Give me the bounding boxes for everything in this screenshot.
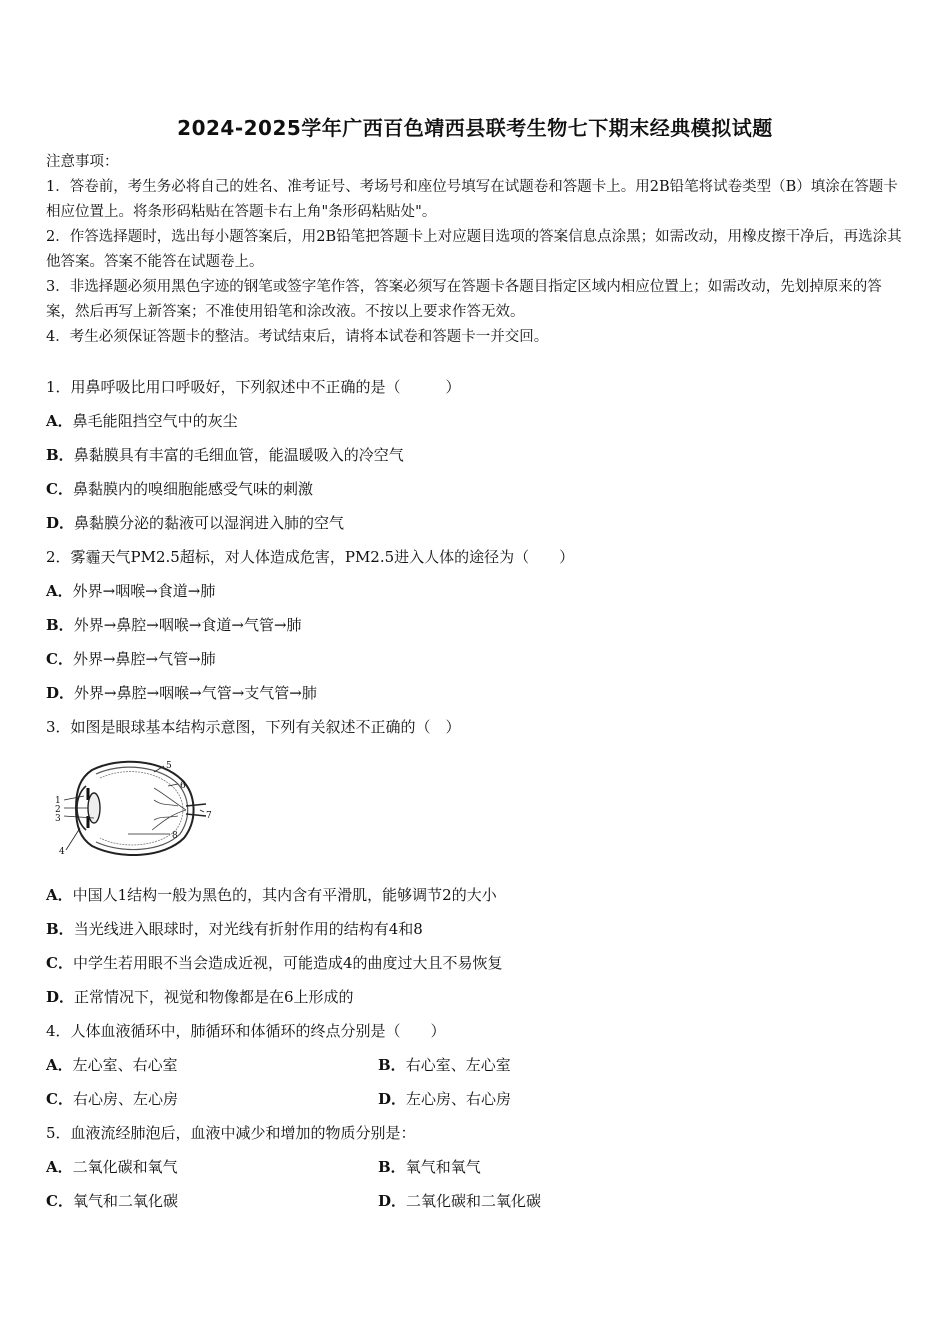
- option: [46, 1088, 178, 1109]
- option: [46, 478, 313, 499]
- option: [46, 648, 216, 669]
- question-stem: 3．如图是眼球基本结构示意图，下列有关叙述不正确的（ ）: [46, 718, 461, 736]
- option: [378, 1054, 511, 1075]
- option-text: 右心房、左心房: [72, 1090, 178, 1108]
- option: [46, 512, 344, 533]
- option-text: 外界→鼻腔→气管→肺: [72, 650, 216, 668]
- option-text: 鼻毛能阻挡空气中的灰尘: [72, 412, 238, 430]
- option-letter: B．: [378, 1056, 406, 1074]
- option-letter: D．: [378, 1192, 407, 1210]
- option: [46, 580, 215, 601]
- figure-label-6: 6: [180, 781, 186, 791]
- option-text: 当光线进入眼球时，对光线有折射作用的结构有4和8: [73, 920, 423, 938]
- figure-label-4: 4: [59, 847, 65, 857]
- notice-item: 1．答卷前，考生务必将自己的姓名、准考证号、考场号和座位号填写在试题卷和答题卡上。用2B铅笔将试卷类型（B）填涂在答题卡相应位置上。将条形码粘贴在答题卡右上角"条形码粘贴处"。: [46, 179, 898, 220]
- option: [46, 1156, 178, 1177]
- option-letter: A．: [46, 1056, 73, 1074]
- option: [46, 884, 497, 905]
- option: [46, 986, 354, 1007]
- notice-item: 4．考生必须保证答题卡的整洁。考试结束后，请将本试卷和答题卡一并交回。: [46, 329, 549, 345]
- option-letter: D．: [46, 514, 75, 532]
- option-text: 鼻黏膜具有丰富的毛细血管，能温暖吸入的冷空气: [73, 446, 404, 464]
- question-stem: 2．雾霾天气PM2.5超标，对人体造成危害，PM2.5进入人体的途径为（ ）: [46, 548, 575, 566]
- option: [378, 1088, 511, 1109]
- option-text: 外界→咽喉→食道→肺: [72, 582, 216, 600]
- option-text: 氧气和氧气: [405, 1158, 481, 1176]
- option-text: 氧气和二氧化碳: [72, 1192, 178, 1210]
- figure-label-7: 7: [206, 811, 212, 821]
- figure-label-8: 8: [172, 831, 178, 841]
- option-letter: A．: [46, 1158, 73, 1176]
- eye-optic-nerve: [186, 804, 206, 816]
- option: [46, 682, 317, 703]
- figure-label-3: 3: [55, 814, 61, 824]
- option-letter: C．: [46, 1192, 73, 1210]
- option-letter: A．: [46, 886, 73, 904]
- option-text: 正常情况下，视觉和物像都是在6上形成的: [74, 988, 354, 1006]
- option-letter: C．: [46, 480, 73, 498]
- option-letter: D．: [46, 988, 75, 1006]
- option: [46, 614, 302, 635]
- option-text: 左心房、右心房: [406, 1090, 512, 1108]
- option-letter: A．: [46, 412, 73, 430]
- option-letter: B．: [46, 446, 74, 464]
- figure-label-2: 2: [55, 805, 61, 815]
- leader-line: [64, 796, 84, 800]
- option: [46, 1054, 178, 1075]
- option: [46, 1190, 178, 1211]
- option-text: 外界→鼻腔→咽喉→气管→支气管→肺: [74, 684, 317, 702]
- option: [46, 444, 404, 465]
- figure-label-1: 1: [55, 796, 61, 806]
- eye-vessels: [152, 788, 186, 830]
- option-letter: B．: [46, 920, 74, 938]
- option-text: 中国人1结构一般为黑色的，其内含有平滑肌，能够调节2的大小: [72, 886, 497, 904]
- question-stem: 4．人体血液循环中，肺循环和体循环的终点分别是（ ）: [46, 1022, 446, 1040]
- leader-line: [66, 828, 80, 850]
- option: [378, 1190, 541, 1211]
- notice-section: [46, 150, 906, 350]
- option-text: 右心室、左心室: [405, 1056, 511, 1074]
- option-letter: C．: [46, 954, 73, 972]
- option-letter: C．: [46, 1090, 73, 1108]
- option: [46, 918, 423, 939]
- option: [46, 410, 238, 431]
- option-text: 鼻黏膜分泌的黏液可以湿润进入肺的空气: [74, 514, 345, 532]
- notice-item: 2．作答选择题时，选出每小题答案后，用2B铅笔把答题卡上对应题目选项的答案信息点涂黑；如需改动，用橡皮擦干净后，再选涂其他答案。答案不能答在试题卷上。: [46, 229, 902, 270]
- option-letter: C．: [46, 650, 73, 668]
- eyeball-diagram: [50, 758, 220, 858]
- notice-heading: 注意事项：: [46, 154, 119, 170]
- eye-lens: [88, 793, 100, 823]
- option-text: 二氧化碳和二氧化碳: [406, 1192, 542, 1210]
- page-title: 2024-2025学年广西百色靖西县联考生物七下期末经典模拟试题: [177, 116, 773, 140]
- option: [378, 1156, 481, 1177]
- option-letter: B．: [378, 1158, 406, 1176]
- question-stem: 5．血液流经肺泡后，血液中减少和增加的物质分别是：: [46, 1124, 416, 1142]
- option-text: 左心室、右心室: [72, 1056, 178, 1074]
- option-text: 中学生若用眼不当会造成近视，可能造成4的曲度过大且不易恢复: [72, 954, 503, 972]
- notice-item: 3．非选择题必须用黑色字迹的钢笔或签字笔作答，答案必须写在答题卡各题目指定区域内相应位置上；如需改动，先划掉原来的答案，然后再写上新答案；不准使用铅笔和涂改液。不按以上要求作答无效。: [46, 279, 882, 320]
- option-text: 二氧化碳和氧气: [72, 1158, 178, 1176]
- leader-line: [200, 810, 204, 812]
- figure-label-5: 5: [166, 761, 172, 771]
- option-letter: D．: [46, 684, 75, 702]
- option-text: 鼻黏膜内的嗅细胞能感受气味的刺激: [72, 480, 313, 498]
- option: [46, 952, 503, 973]
- option-letter: B．: [46, 616, 74, 634]
- question-stem: 1．用鼻呼吸比用口呼吸好，下列叙述中不正确的是（ ）: [46, 378, 461, 396]
- option-letter: A．: [46, 582, 73, 600]
- option-letter: D．: [378, 1090, 407, 1108]
- option-text: 外界→鼻腔→咽喉→食道→气管→肺: [73, 616, 302, 634]
